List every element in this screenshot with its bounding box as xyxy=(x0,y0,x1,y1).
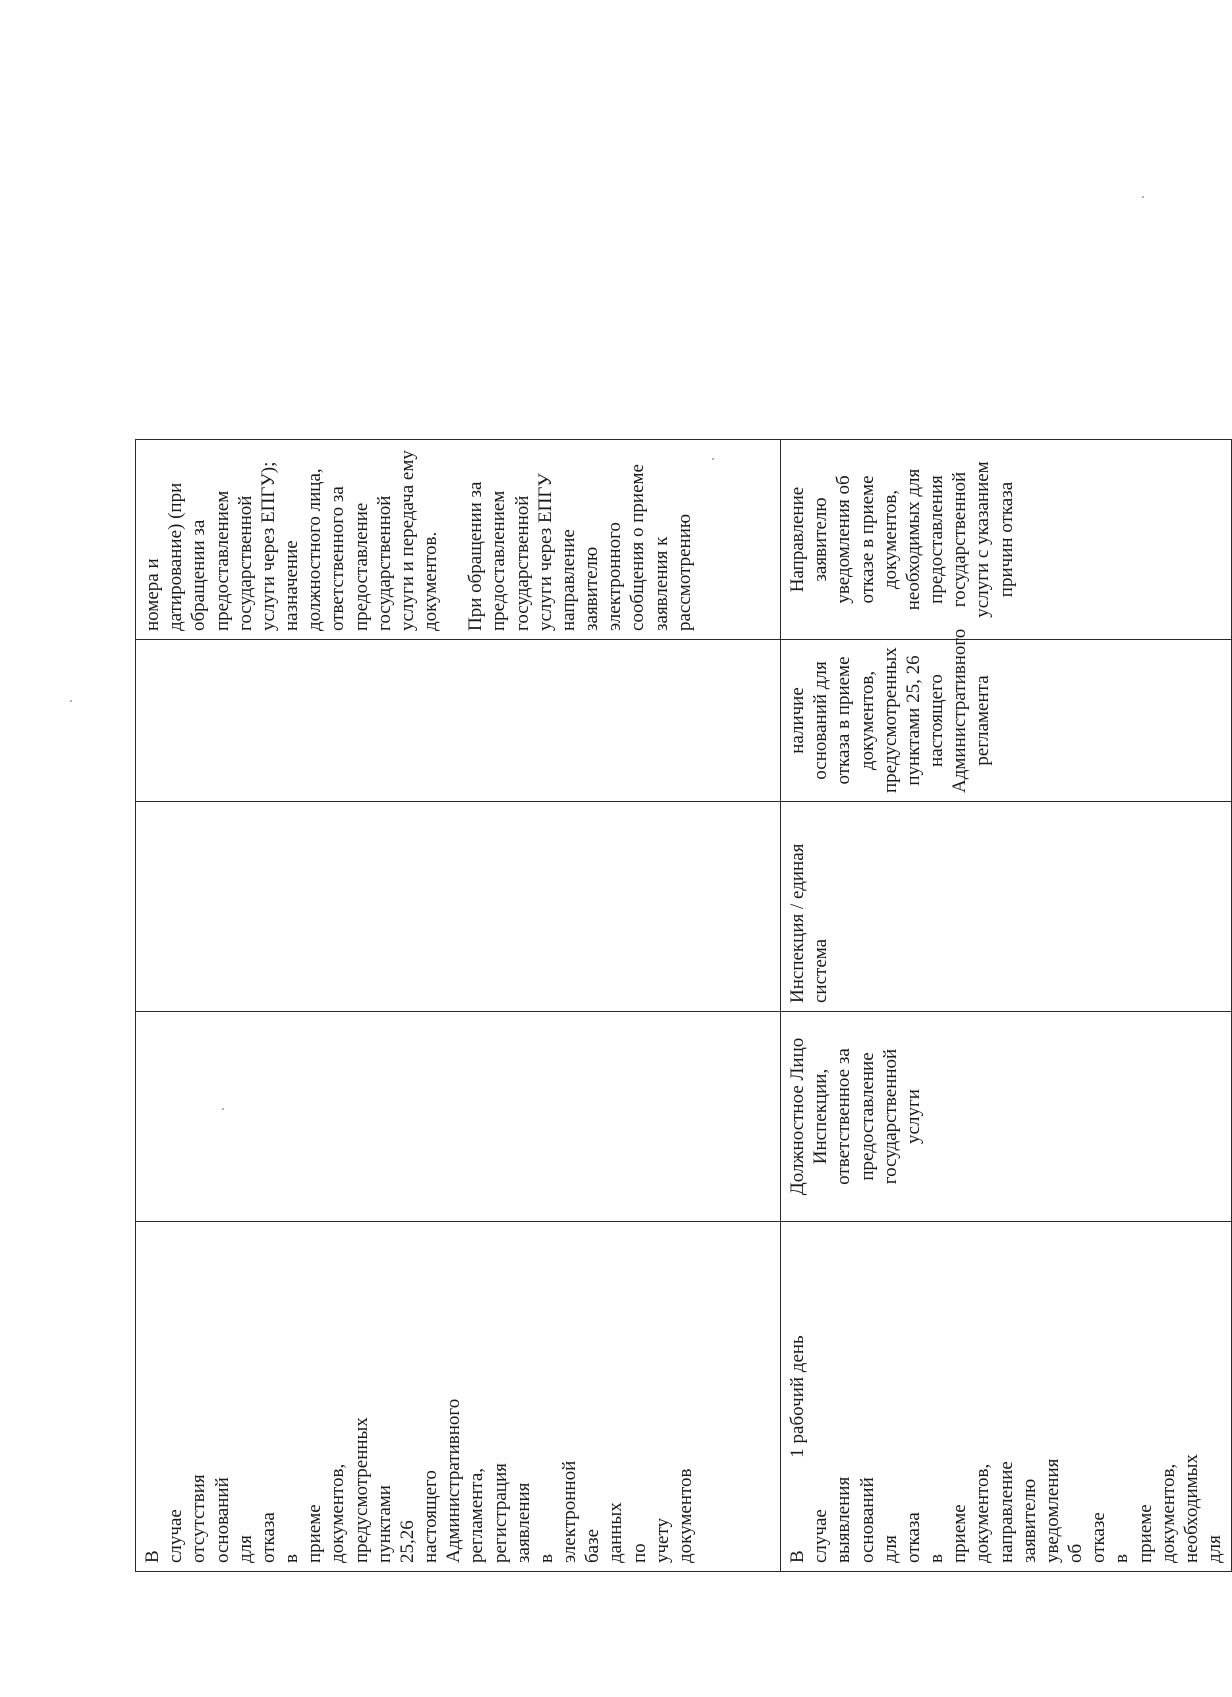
cell-result-registration xyxy=(136,440,781,640)
cell-place: Инспекция / единая система xyxy=(781,802,1232,1012)
rotated-table-wrapper xyxy=(135,192,1226,1572)
rotated-table-inner xyxy=(135,192,1226,1572)
cell-responsible: Должностное Лицо Инспекции, ответственное за предоставление государственной услуги xyxy=(781,1012,1232,1222)
cell-responsible-empty xyxy=(136,1012,781,1222)
scan-speck xyxy=(70,700,72,702)
result-paragraph-1: номера и датирование) (при обращении за предоставлением государственной услуги через ЕПГУ); назначение должностного лица, ответственного за предоставление государственной услуги и передача ему документов. xyxy=(142,450,442,631)
scan-speck xyxy=(1142,196,1144,198)
paragraph-gap xyxy=(442,448,464,631)
cell-result-refusal: Направление заявителю уведомления об отказе в приеме документов, необходимых для предоставления государственной услуги с указанием причин отказа xyxy=(781,440,1232,640)
cell-criteria: наличие оснований для отказа в приеме документов, предусмотренных пунктами 25, 26 настоящего Административного регламента xyxy=(781,640,1232,802)
procedure-table xyxy=(135,191,1232,1572)
table-row: В случае отсутствия оснований для отказа в приеме документов, предусмотренных пунктами 25,26 настоящего Административного регламента, регистрация заявления в электронной базе данных по учету документов номера и датирование) (при обращении за предоставлением государственной услуги через ЕПГУ); назначение должностного лица, ответственного за предоставление государственной услуги и передача ему документов. При обращении за предоставлением государственной услуги через ЕПГУ направление заявителю электронного сообщения о приеме заявления к рассмотрению xyxy=(136,192,781,1572)
scan-speck xyxy=(222,1108,224,1110)
cell-criteria-empty xyxy=(136,640,781,802)
result-paragraph-2: При обращении за предоставлением государственной услуги через ЕПГУ направление заявителю электронного сообщения о приеме заявления к рассмотрению xyxy=(465,464,695,631)
scan-speck xyxy=(712,458,714,460)
cell-place-empty xyxy=(136,802,781,1012)
cell-deadline: 1 рабочий день xyxy=(781,1222,1232,1572)
table-row: В случае выявления оснований для отказа в приеме документов, направление заявителю уведомления об отказе в приеме документов, необходимых для 1 рабочий день Должностное Лицо Инспекции, ответственное за предоставление государственной услуги Инспекция / единая система наличие оснований для отказа в приеме документов, предусмотренных пунктами 25, 26 настоящего Административного регламента Направление заявителю уведомления об отказе в приеме документов, необходимых для предоставления государственной услуги с указанием причин отказа xyxy=(781,192,1232,1572)
